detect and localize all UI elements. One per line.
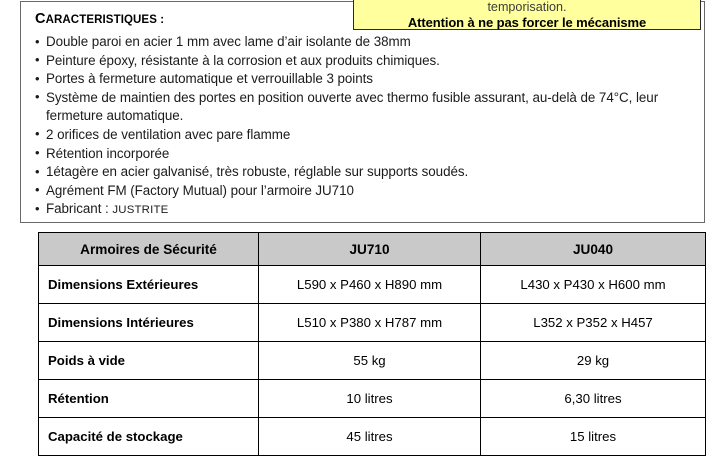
list-item <box>35 163 694 182</box>
row-label: Capacité de stockage <box>39 418 259 456</box>
list-item <box>35 182 694 201</box>
list-item-text: Portes à fermeture automatique et verrouillable 3 points <box>46 71 373 87</box>
cell-ju710: L510 x P380 x H787 mm <box>259 304 481 342</box>
specifications-table <box>38 232 706 456</box>
warning-text-continuation: temporisation. <box>487 0 567 14</box>
feature-list <box>35 33 694 220</box>
cell-ju040: 29 kg <box>481 342 706 380</box>
column-header-ju710: JU710 <box>259 233 481 266</box>
cell-ju710: 45 litres <box>259 418 481 456</box>
list-item-text: Fabricant : <box>46 201 113 217</box>
row-label: Dimensions Intérieures <box>39 304 259 342</box>
specifications-box <box>20 1 705 223</box>
cell-ju040: L352 x P352 x H457 <box>481 304 706 342</box>
list-item <box>35 145 694 164</box>
cell-ju710: 10 litres <box>259 380 481 418</box>
list-item <box>35 200 694 220</box>
list-item-text: 1étagère en acier galvanisé, très robuste, réglable sur supports soudés. <box>46 164 469 180</box>
list-item <box>35 70 694 89</box>
list-item <box>35 126 694 145</box>
list-item-text: Rétention incorporée <box>46 145 170 161</box>
cell-ju040: 15 litres <box>481 418 706 456</box>
cell-ju040: L430 x P430 x H600 mm <box>481 266 706 304</box>
list-item-text: Agrément FM (Factory Mutual) pour l’armoire JU710 <box>46 182 354 198</box>
column-header-category: Armoires de Sécurité <box>39 233 259 266</box>
row-label: Dimensions Extérieures <box>39 266 259 304</box>
page-title <box>35 11 164 27</box>
list-item-text: Système de maintien des portes en position ouverte avec thermo fusible assurant, au-delà de 74°C, leur fermeture automatique. <box>46 89 659 124</box>
manufacturer-name: JUSTRITE <box>112 204 169 217</box>
table-row <box>39 304 706 342</box>
column-header-ju040: JU040 <box>481 233 706 266</box>
row-label: Rétention <box>39 380 259 418</box>
page-title-rest: ARACTERISTIQUES : <box>45 14 165 26</box>
cell-ju710: 55 kg <box>259 342 481 380</box>
table-row <box>39 418 706 456</box>
list-item-text: 2 orifices de ventilation avec pare flamme <box>46 126 291 142</box>
list-item-text: Peinture époxy, résistante à la corrosion et aux produits chimiques. <box>46 52 440 68</box>
list-item <box>35 33 694 52</box>
table-row <box>39 380 706 418</box>
table-row <box>39 266 706 304</box>
page-title-initial: C <box>35 11 46 27</box>
list-item <box>35 52 694 71</box>
warning-callout <box>353 0 701 30</box>
cell-ju710: L590 x P460 x H890 mm <box>259 266 481 304</box>
table-row <box>39 342 706 380</box>
warning-text-bold: Attention à ne pas forcer le mécanisme <box>407 15 647 30</box>
row-label: Poids à vide <box>39 342 259 380</box>
list-item <box>35 89 694 126</box>
list-item-text: Double paroi en acier 1 mm avec lame d’air isolante de 38mm <box>46 34 411 49</box>
cell-ju040: 6,30 litres <box>481 380 706 418</box>
table-header-row <box>39 233 706 266</box>
